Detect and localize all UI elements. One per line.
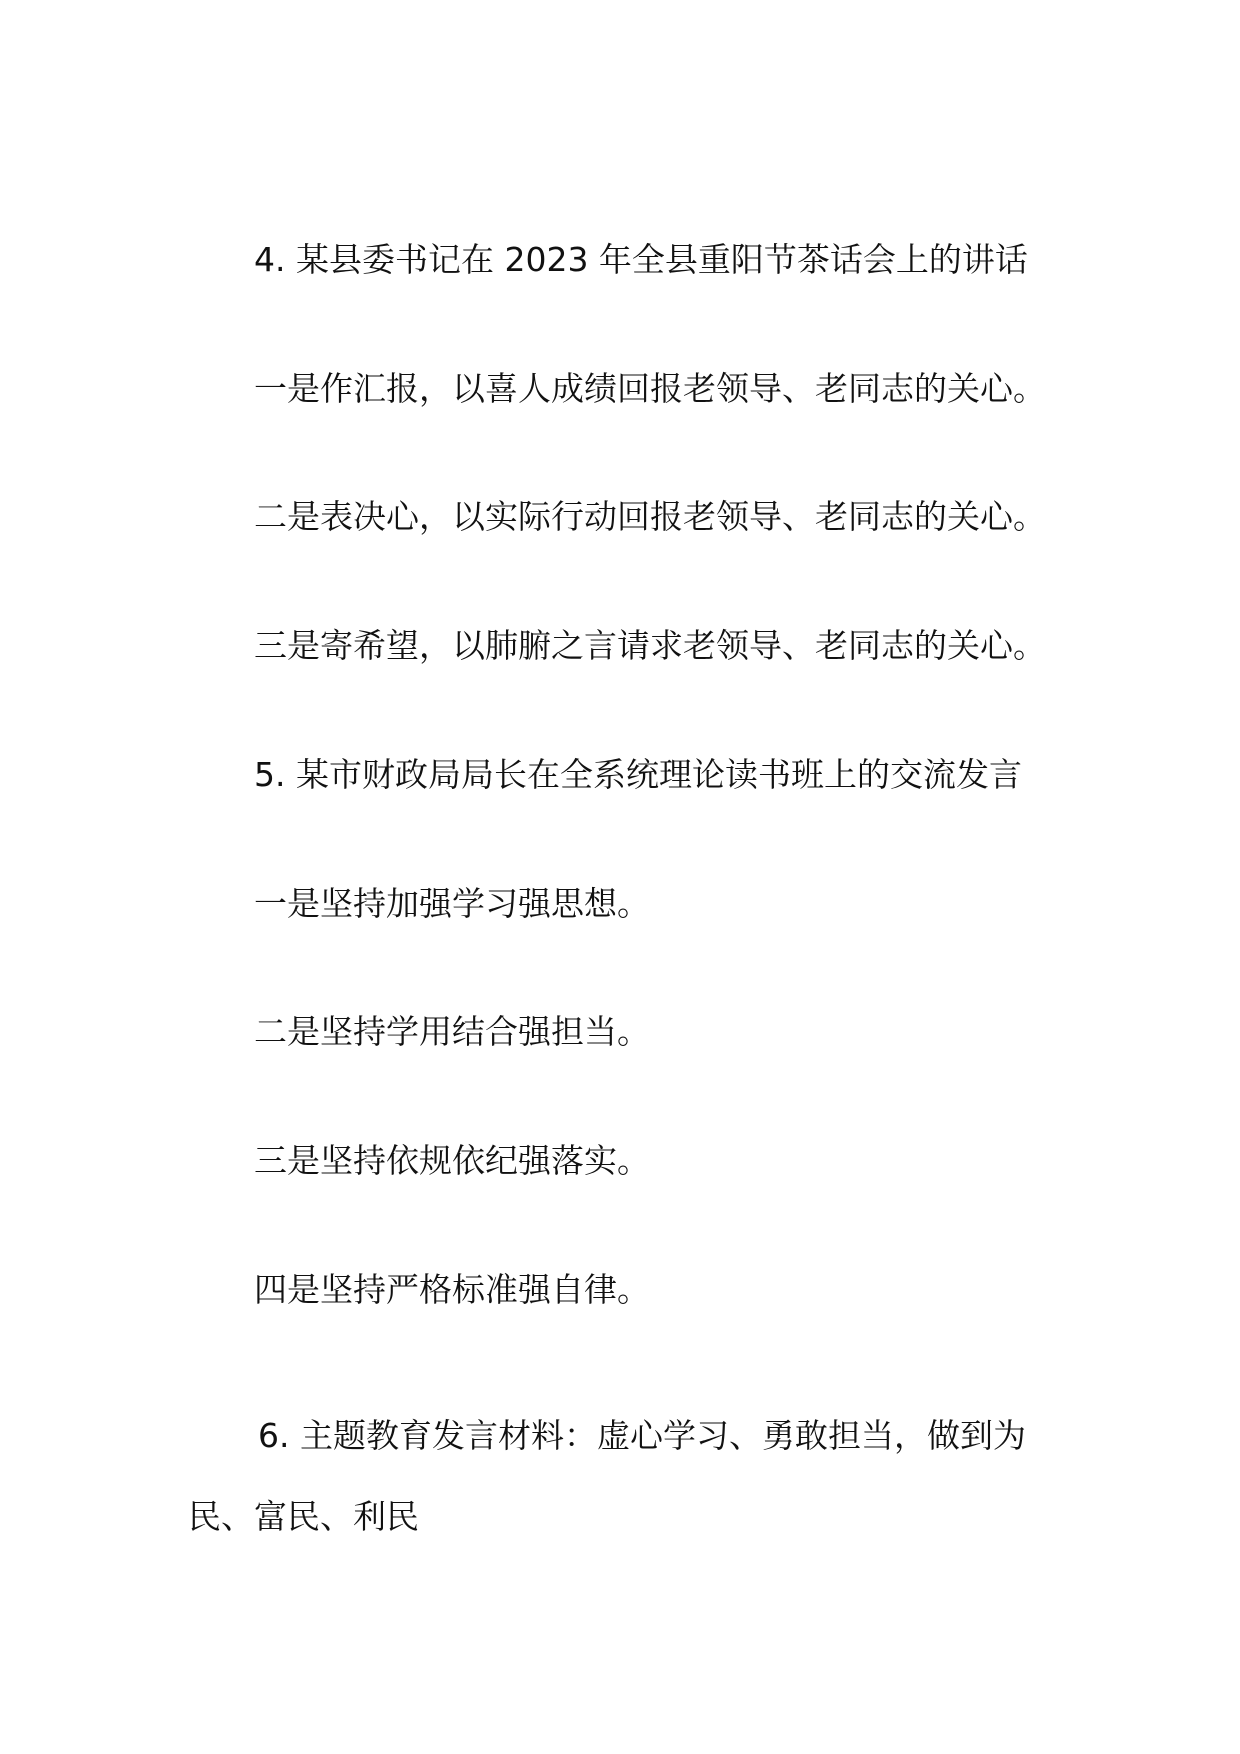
heading-item-6: 6. 主题教育发言材料：虚心学习、勇敢担当，做到为民、富民、利民: [188, 1416, 1026, 1536]
item-5-point-two: 二是坚持学用结合强担当。: [254, 1012, 650, 1051]
heading-item-5: 5. 某市财政局局长在全系统理论读书班上的交流发言: [254, 755, 1022, 794]
point-one: 一是作汇报，以喜人成绩回报老领导、老同志的关心。: [254, 369, 1046, 408]
item-5-point-three: 三是坚持依规依纪强落实。: [254, 1141, 650, 1180]
point-three: 三是寄希望，以肺腑之言请求老领导、老同志的关心。: [254, 626, 1046, 665]
item-5-point-four: 四是坚持严格标准强自律。: [254, 1270, 650, 1309]
point-two: 二是表决心，以实际行动回报老领导、老同志的关心。: [254, 497, 1046, 536]
item-5-point-one: 一是坚持加强学习强思想。: [254, 884, 650, 923]
heading-item-4: 4. 某县委书记在 2023 年全县重阳节茶话会上的讲话: [254, 240, 1028, 279]
